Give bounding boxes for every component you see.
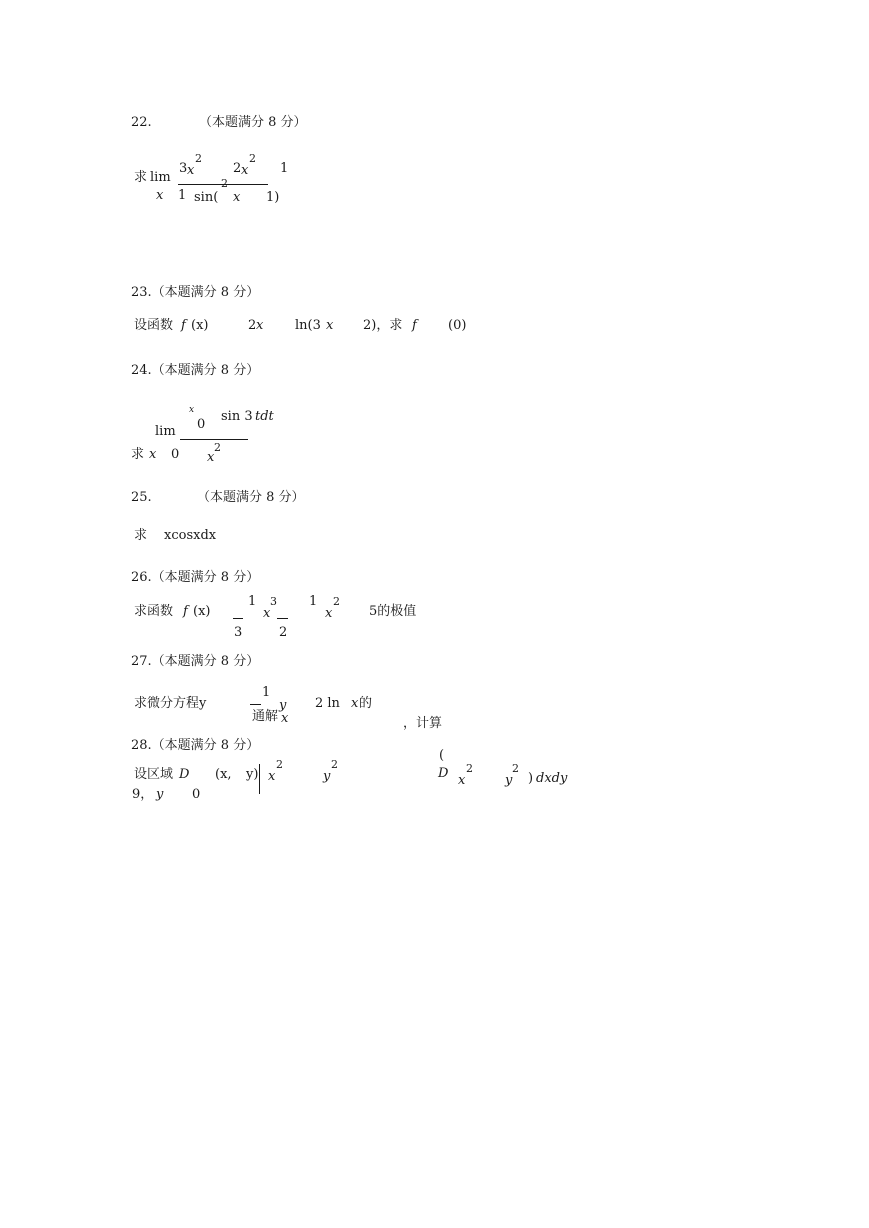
q22-num-x2: x — [241, 163, 249, 178]
q24-title: 24.（本题满分 8 分） — [131, 363, 260, 378]
q25-number: 25. — [131, 490, 152, 505]
q27-title: 27.（本题满分 8 分） — [131, 654, 260, 669]
q28-close-paren: ) — [528, 771, 534, 786]
q22-score: （本题满分 8 分） — [199, 115, 307, 130]
q27-tongjie: 通解 — [252, 709, 279, 724]
q24-lim: lim — [155, 424, 176, 439]
q22-num-x1: x — [187, 163, 195, 178]
q23-f2: f — [412, 318, 417, 333]
q28-set-bar — [259, 764, 260, 794]
q27-bar — [250, 704, 261, 705]
q28-D: D — [179, 767, 190, 782]
q23-zero: (0) — [448, 318, 467, 333]
q24-tdt: tdt — [255, 409, 274, 424]
q25-qiu: 求 — [134, 528, 148, 543]
q28-paren: ( — [439, 748, 445, 763]
q28-xy-close: y) — [246, 767, 259, 782]
q25-score: （本题满分 8 分） — [197, 490, 305, 505]
q22-den-sup: 2 — [221, 177, 228, 190]
q24-lower-0: 0 — [197, 417, 206, 432]
q28-sup1: 2 — [276, 758, 283, 771]
q26-x1: x — [263, 606, 271, 621]
q24-0: 0 — [171, 447, 180, 462]
q24-den-sup: 2 — [214, 441, 221, 454]
q23-tail: 2)，求 — [363, 318, 403, 333]
q26-fx: (x) — [193, 604, 211, 619]
q26-sup3: 3 — [270, 595, 277, 608]
q26-f: f — [183, 604, 188, 619]
q24-x: x — [149, 447, 157, 462]
q22-lim: lim — [150, 170, 171, 185]
q27-y: y — [279, 698, 287, 713]
q23-text: 设函数 — [134, 318, 174, 333]
q26-tail: 5的极值 — [369, 604, 417, 619]
q22-den-sin: sin( — [194, 190, 219, 205]
q22-den-1: 1) — [266, 190, 280, 205]
q23-x: x — [256, 318, 264, 333]
q23-ln: ln(3 — [295, 318, 321, 333]
q24-upper-x: x — [189, 405, 195, 415]
q28-sup4: 2 — [512, 762, 519, 775]
q28-xy-open: (x, — [215, 767, 232, 782]
q24-qiu: 求 — [131, 447, 145, 462]
q26-title: 26.（本题满分 8 分） — [131, 570, 260, 585]
q23-f: f — [181, 318, 186, 333]
q27-2ln: 2 ln — [315, 696, 340, 711]
q28-x3: x — [458, 773, 466, 788]
q22-number: 22. — [131, 115, 152, 130]
q27-x: x — [351, 696, 359, 711]
q26-sup2: 2 — [333, 595, 340, 608]
q22-qiu: 求 — [134, 170, 148, 185]
q28-y-var: y — [156, 787, 164, 802]
q23-title: 23.（本题满分 8 分） — [131, 285, 260, 300]
q24-fraction-bar — [180, 439, 248, 440]
q26-bar-b — [277, 618, 288, 619]
q28-text: 设区域 — [134, 767, 174, 782]
q28-dxdy: dxdy — [536, 771, 568, 786]
q22-den-x: x — [233, 190, 241, 205]
q22-lim-x: x — [156, 188, 164, 203]
q28-D2: D — [438, 766, 449, 781]
q24-den-x: x — [207, 450, 215, 465]
q28-nine: 9， — [132, 787, 154, 802]
q23-fx: (x) — [191, 318, 209, 333]
q27-de: 的 — [359, 696, 373, 711]
q28-x2: x — [268, 769, 276, 784]
q26-three: 3 — [234, 625, 243, 640]
q22-num-1: 1 — [280, 161, 289, 176]
q22-num-3: 3 — [179, 161, 188, 176]
q22-num-sup2: 2 — [249, 152, 256, 165]
q26-text: 求函数 — [134, 604, 174, 619]
q28-sup3: 2 — [466, 762, 473, 775]
q25-expression: xcosxdx — [164, 528, 217, 543]
q23-2: 2 — [248, 318, 257, 333]
q23-ln-x: x — [326, 318, 334, 333]
q28-y2: y — [323, 769, 331, 784]
q26-bar-a — [233, 618, 243, 619]
q28-y3: y — [505, 773, 513, 788]
q26-one-a: 1 — [248, 594, 257, 609]
q22-num-2: 2 — [233, 161, 242, 176]
q22-num-sup1: 2 — [195, 152, 202, 165]
q26-x2: x — [325, 606, 333, 621]
q22-lim-1: 1 — [178, 188, 187, 203]
q28-zero: 0 — [192, 787, 201, 802]
q27-one: 1 — [262, 685, 271, 700]
q27-text: 求微分方程y — [134, 696, 207, 711]
q24-sin: sin 3 — [221, 409, 253, 424]
q26-two: 2 — [279, 625, 288, 640]
q26-one-b: 1 — [309, 594, 318, 609]
q28-title: 28.（本题满分 8 分） — [131, 738, 260, 753]
q28-sup2: 2 — [331, 758, 338, 771]
q27-den-x: x — [281, 711, 289, 726]
q27-calc: ，计算 — [403, 716, 443, 731]
